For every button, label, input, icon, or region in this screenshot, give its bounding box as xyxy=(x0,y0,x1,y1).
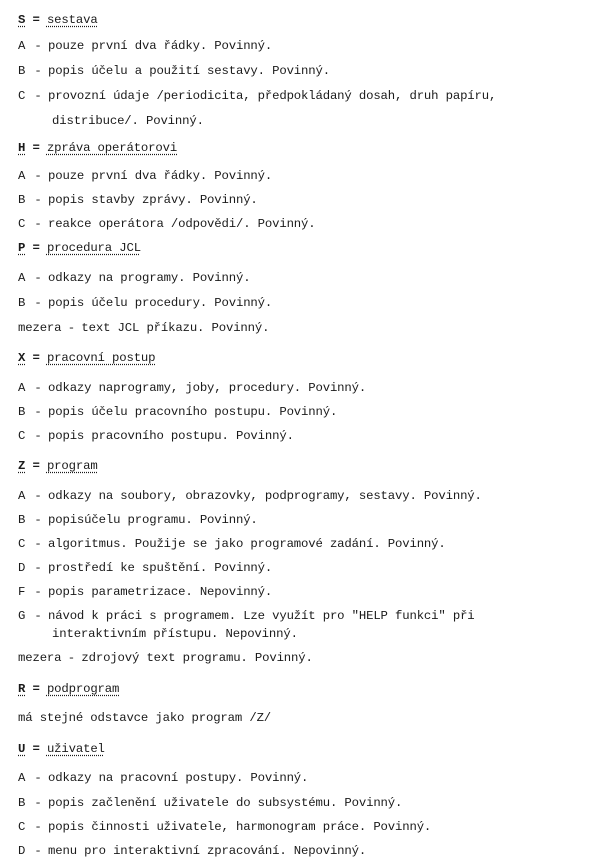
entry-marker: mezera xyxy=(18,321,62,335)
entry-line xyxy=(18,650,313,666)
entry-line xyxy=(18,428,294,444)
entry-text: popis účelu a použití sestavy. Povinný. xyxy=(48,64,330,78)
entry-marker: C xyxy=(18,89,26,103)
section-title: uživatel xyxy=(46,742,105,756)
entry-marker: B xyxy=(18,405,26,419)
entry-text: provozní údaje /periodicita, předpokládaný dosah, druh papíru, xyxy=(48,89,497,103)
section-key: U xyxy=(18,742,26,756)
section-key: Z xyxy=(18,459,26,473)
section-title: procedura JCL xyxy=(46,241,141,255)
entry-marker: C xyxy=(18,217,26,231)
section-title: zpráva operátorovi xyxy=(46,141,178,155)
entry-line xyxy=(18,584,272,600)
entry-separator: - xyxy=(34,89,42,103)
section-key: S xyxy=(18,13,26,27)
entry-text: reakce operátora /odpovědi/. Povinný. xyxy=(48,217,316,231)
entry-text: odkazy na pracovní postupy. Povinný. xyxy=(48,771,309,785)
section-key: X xyxy=(18,351,26,365)
entry-marker: A xyxy=(18,381,26,395)
section-heading xyxy=(18,140,177,156)
entry-separator: - xyxy=(34,796,42,810)
entry-text: popis parametrizace. Nepovinný. xyxy=(48,585,273,599)
entry-marker: B xyxy=(18,796,26,810)
entry-separator: - xyxy=(34,271,42,285)
entry-text: prostředí ke spuštění. Povinný. xyxy=(48,561,273,575)
section-heading xyxy=(18,12,98,28)
entry-text: popisúčelu programu. Povinný. xyxy=(48,513,258,527)
entry-line xyxy=(18,320,269,336)
entry-line xyxy=(18,216,316,232)
entry-line xyxy=(18,38,272,54)
entry-text: popis pracovního postupu. Povinný. xyxy=(48,429,294,443)
section-key: P xyxy=(18,241,26,255)
entry-text: pouze první dva řádky. Povinný. xyxy=(48,169,273,183)
entry-separator: - xyxy=(67,321,75,335)
entry-text: interaktivním přístupu. Nepovinný. xyxy=(52,627,298,641)
entry-line xyxy=(18,270,250,286)
entry-text: popis stavby zprávy. Povinný. xyxy=(48,193,258,207)
entry-text: má stejné odstavce jako program /Z/ xyxy=(18,711,272,725)
section-title: sestava xyxy=(46,13,98,27)
entry-line xyxy=(18,512,258,528)
entry-line xyxy=(18,795,402,811)
section-separator: = xyxy=(32,141,40,155)
entry-marker: C xyxy=(18,429,26,443)
entry-separator: - xyxy=(34,771,42,785)
section-key: R xyxy=(18,682,26,696)
section-separator: = xyxy=(32,351,40,365)
entry-line xyxy=(18,192,258,208)
section-heading xyxy=(18,741,105,757)
entry-separator: - xyxy=(34,381,42,395)
entry-line xyxy=(18,819,431,835)
entry-line xyxy=(18,536,446,552)
entry-marker: A xyxy=(18,771,26,785)
section-title: podprogram xyxy=(46,682,120,696)
section-heading xyxy=(18,681,119,697)
entry-line xyxy=(18,710,271,726)
entry-separator: - xyxy=(34,820,42,834)
entry-text: odkazy naprogramy, joby, procedury. Povinný. xyxy=(48,381,367,395)
section-heading xyxy=(18,458,98,474)
entry-text: distribuce/. Povinný. xyxy=(52,114,204,128)
entry-text: odkazy na programy. Povinný. xyxy=(48,271,251,285)
entry-marker: G xyxy=(18,609,26,623)
section-key: H xyxy=(18,141,26,155)
entry-marker: C xyxy=(18,537,26,551)
entry-marker: B xyxy=(18,296,26,310)
section-separator: = xyxy=(32,682,40,696)
entry-marker: A xyxy=(18,39,26,53)
entry-text: popis účelu procedury. Povinný. xyxy=(48,296,273,310)
entry-separator: - xyxy=(34,217,42,231)
entry-line xyxy=(18,380,366,396)
entry-marker: F xyxy=(18,585,26,599)
entry-marker: A xyxy=(18,169,26,183)
entry-marker: C xyxy=(18,820,26,834)
entry-text: algoritmus. Použije se jako programové zadání. Povinný. xyxy=(48,537,446,551)
entry-line xyxy=(18,843,366,859)
entry-marker: B xyxy=(18,64,26,78)
entry-separator: - xyxy=(34,489,42,503)
entry-marker: mezera xyxy=(18,651,62,665)
entry-text: popis účelu pracovního postupu. Povinný. xyxy=(48,405,338,419)
section-separator: = xyxy=(32,13,40,27)
entry-separator: - xyxy=(34,193,42,207)
entry-separator: - xyxy=(67,651,75,665)
section-separator: = xyxy=(32,742,40,756)
entry-separator: - xyxy=(34,64,42,78)
entry-text: menu pro interaktivní zpracování. Nepovinný. xyxy=(48,844,367,858)
entry-text: pouze první dva řádky. Povinný. xyxy=(48,39,273,53)
entry-marker: A xyxy=(18,489,26,503)
entry-line xyxy=(18,608,475,624)
section-separator: = xyxy=(32,459,40,473)
entry-text: text JCL příkazu. Povinný. xyxy=(81,321,270,335)
entry-text: návod k práci s programem. Lze využít pro "HELP funkci" při xyxy=(48,609,475,623)
entry-line xyxy=(18,560,272,576)
entry-marker: A xyxy=(18,271,26,285)
entry-line xyxy=(52,626,298,642)
entry-separator: - xyxy=(34,537,42,551)
entry-separator: - xyxy=(34,296,42,310)
section-heading xyxy=(18,350,155,366)
entry-line xyxy=(18,63,330,79)
entry-separator: - xyxy=(34,609,42,623)
section-separator: = xyxy=(32,241,40,255)
section-heading xyxy=(18,240,141,256)
entry-line xyxy=(52,113,204,129)
entry-separator: - xyxy=(34,405,42,419)
entry-marker: D xyxy=(18,844,26,858)
entry-separator: - xyxy=(34,169,42,183)
section-title: pracovní postup xyxy=(46,351,156,365)
entry-text: popis činnosti uživatele, harmonogram práce. Povinný. xyxy=(48,820,432,834)
entry-text: popis začlenění uživatele do subsystému. Povinný. xyxy=(48,796,403,810)
entry-line xyxy=(18,770,308,786)
entry-separator: - xyxy=(34,844,42,858)
entry-line xyxy=(18,168,272,184)
entry-marker: B xyxy=(18,193,26,207)
entry-separator: - xyxy=(34,39,42,53)
entry-marker: D xyxy=(18,561,26,575)
entry-line xyxy=(18,295,272,311)
entry-line xyxy=(18,488,482,504)
section-title: program xyxy=(46,459,98,473)
entry-separator: - xyxy=(34,585,42,599)
entry-separator: - xyxy=(34,429,42,443)
entry-line xyxy=(18,404,337,420)
entry-text: odkazy na soubory, obrazovky, podprogramy, sestavy. Povinný. xyxy=(48,489,482,503)
entry-text: zdrojový text programu. Povinný. xyxy=(81,651,313,665)
entry-line xyxy=(18,88,496,104)
entry-separator: - xyxy=(34,513,42,527)
entry-marker: B xyxy=(18,513,26,527)
entry-separator: - xyxy=(34,561,42,575)
